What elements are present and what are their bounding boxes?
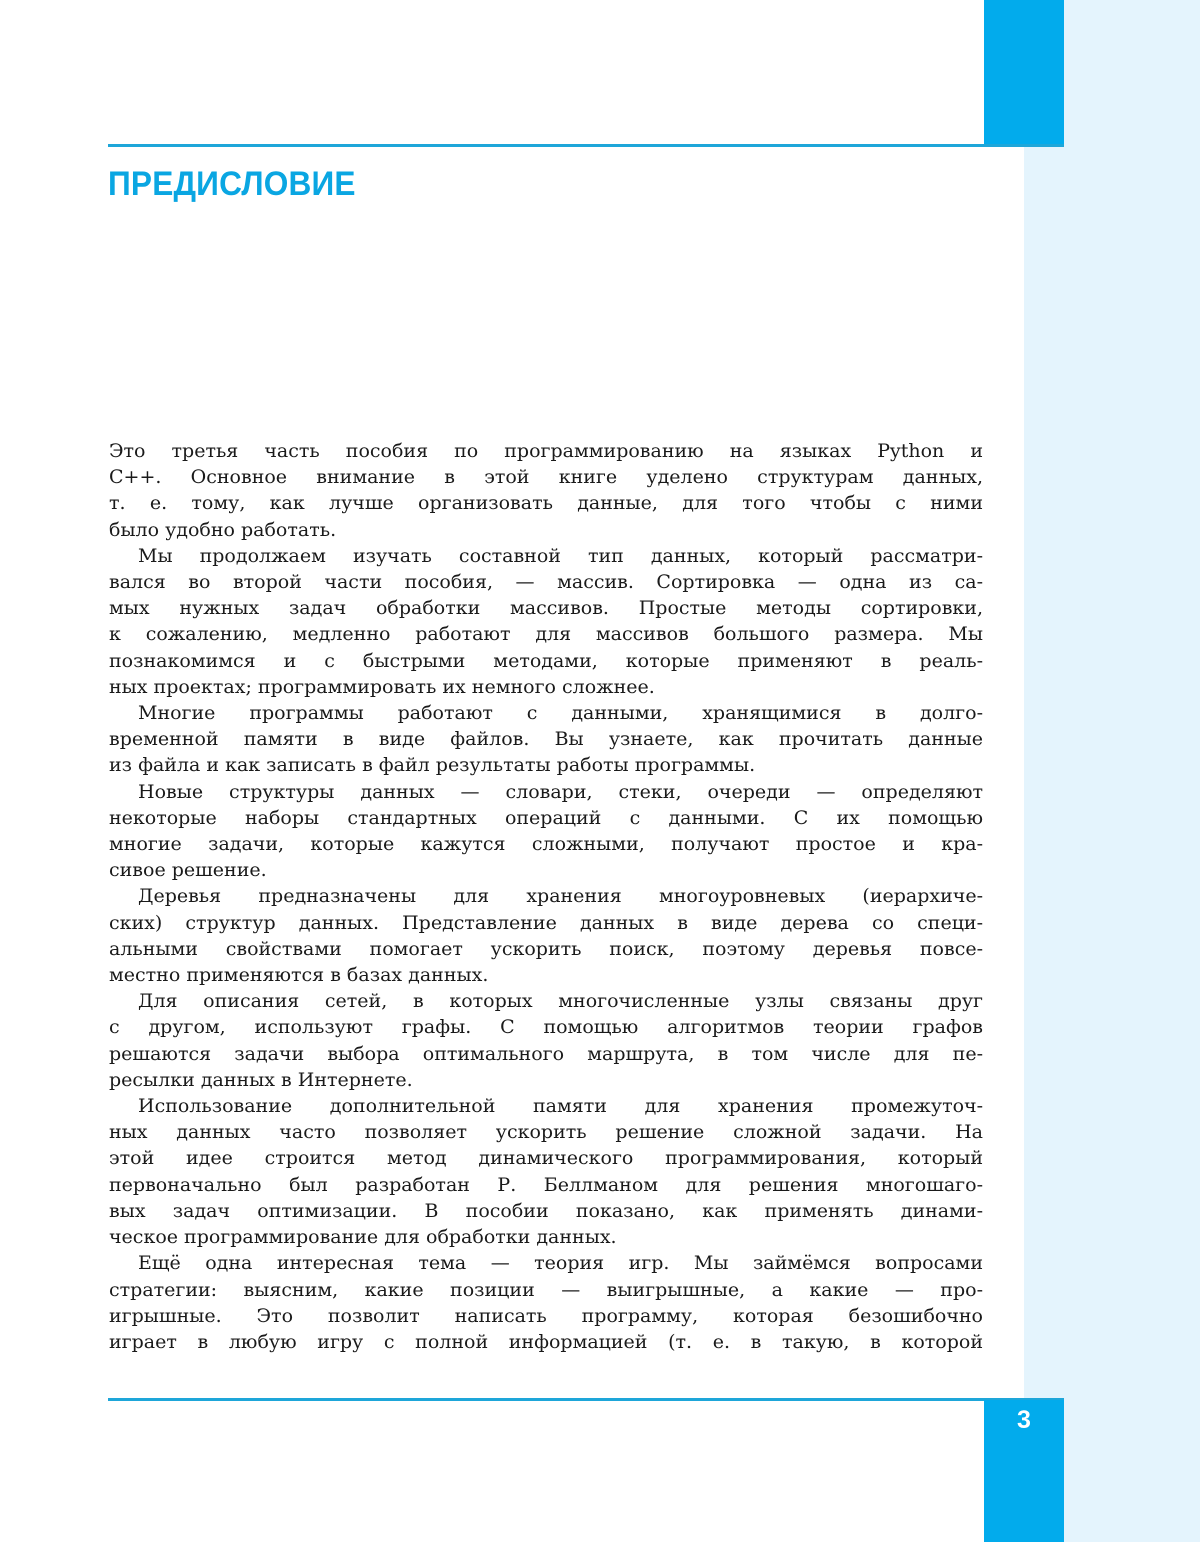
text-line: местно применяются в базах данных. [109, 964, 489, 987]
text-line: стратегии: выясним, какие позиции — выигрышные, а какие — про- [109, 1278, 983, 1301]
paragraph-graphs [109, 988, 983, 1093]
text-line: этой идее строится метод динамического программирования, который [109, 1147, 983, 1170]
paragraph-files [109, 700, 983, 779]
text-line: решаются задачи выбора оптимального маршрута, в том числе для пе- [109, 1042, 983, 1065]
text-line: ных проектах; программировать их немного сложнее. [109, 675, 655, 698]
text-line: Многие программы работают с данными, хранящимися в долго- [138, 702, 983, 725]
text-line: многие задачи, которые кажутся сложными, получают простое и кра- [109, 833, 983, 856]
side-panel-background [1024, 0, 1200, 1542]
text-line: к сожалению, медленно работают для массивов большого размера. Мы [109, 623, 983, 646]
text-line: познакомимся и с быстрыми методами, которые применяют в реаль- [109, 649, 983, 672]
page-number-tab [984, 1400, 1064, 1542]
paragraph-structures [109, 779, 983, 884]
text-line: с другом, используют графы. С помощью алгоритмов теории графов [109, 1016, 983, 1039]
text-line: мых нужных задач обработки массивов. Простые методы сортировки, [109, 597, 983, 620]
text-line: вых задач оптимизации. В пособии показано, как применять динами- [109, 1199, 983, 1222]
text-line: вался во второй части пособия, — массив. Сортировка — одна из са- [109, 571, 983, 594]
text-line: ских) структур данных. Представление данных в виде дерева со специ- [109, 911, 983, 934]
paragraph-intro [109, 438, 983, 543]
text-line: альными свойствами помогает ускорить поиск, поэтому деревья повсе- [109, 937, 983, 960]
text-line: некоторые наборы стандартных операций с данными. С их помощью [109, 806, 983, 829]
text-line: Это третья часть пособия по программированию на языках Python и [109, 440, 983, 462]
text-line: Ещё одна интересная тема — теория игр. Мы займёмся вопросами [138, 1252, 983, 1275]
body-text [109, 438, 983, 1355]
text-line: первоначально был разработан Р. Беллманом для решения многошаго- [109, 1173, 983, 1196]
page-title: ПРЕДИСЛОВИЕ [108, 165, 356, 203]
text-line: Новые структуры данных — словари, стеки, очереди — определяют [138, 780, 983, 803]
text-line: из файла и как записать в файл результаты работы программы. [109, 754, 756, 777]
text-line: временной памяти в виде файлов. Вы узнаете, как прочитать данные [109, 728, 983, 751]
text-line: играет в любую игру с полной информацией (т. е. в такую, в которой [109, 1330, 983, 1353]
footer-rule [108, 1398, 1064, 1401]
text-line: Деревья предназначены для хранения многоуровневых (иерархиче- [138, 885, 983, 908]
text-line: ресылки данных в Интернете. [109, 1068, 413, 1091]
text-line: ческое программирование для обработки данных. [109, 1226, 617, 1249]
text-line: Мы продолжаем изучать составной тип данных, который рассматри- [138, 544, 983, 567]
text-line: игрышные. Это позволит написать программу, которая безошибочно [109, 1304, 983, 1327]
paragraph-game-theory [109, 1250, 983, 1355]
paragraph-dynamic-programming [109, 1093, 983, 1250]
page-number: 3 [1017, 1406, 1031, 1434]
text-line: было удобно работать. [109, 518, 337, 541]
paragraph-trees [109, 883, 983, 988]
header-rule [108, 144, 1064, 147]
paragraph-arrays [109, 543, 983, 700]
text-line: C++. Основное внимание в этой книге уделено структурам данных, [109, 466, 983, 489]
text-line: сивое решение. [109, 859, 267, 882]
text-line: т. е. тому, как лучше организовать данные, для того чтобы с ними [109, 492, 983, 515]
text-line: Для описания сетей, в которых многочисленные узлы связаны друг [138, 990, 983, 1013]
text-line: Использование дополнительной памяти для хранения промежуточ- [138, 1095, 983, 1118]
text-line: ных данных часто позволяет ускорить решение сложной задачи. На [109, 1121, 983, 1144]
header-tab-decoration [984, 0, 1064, 147]
